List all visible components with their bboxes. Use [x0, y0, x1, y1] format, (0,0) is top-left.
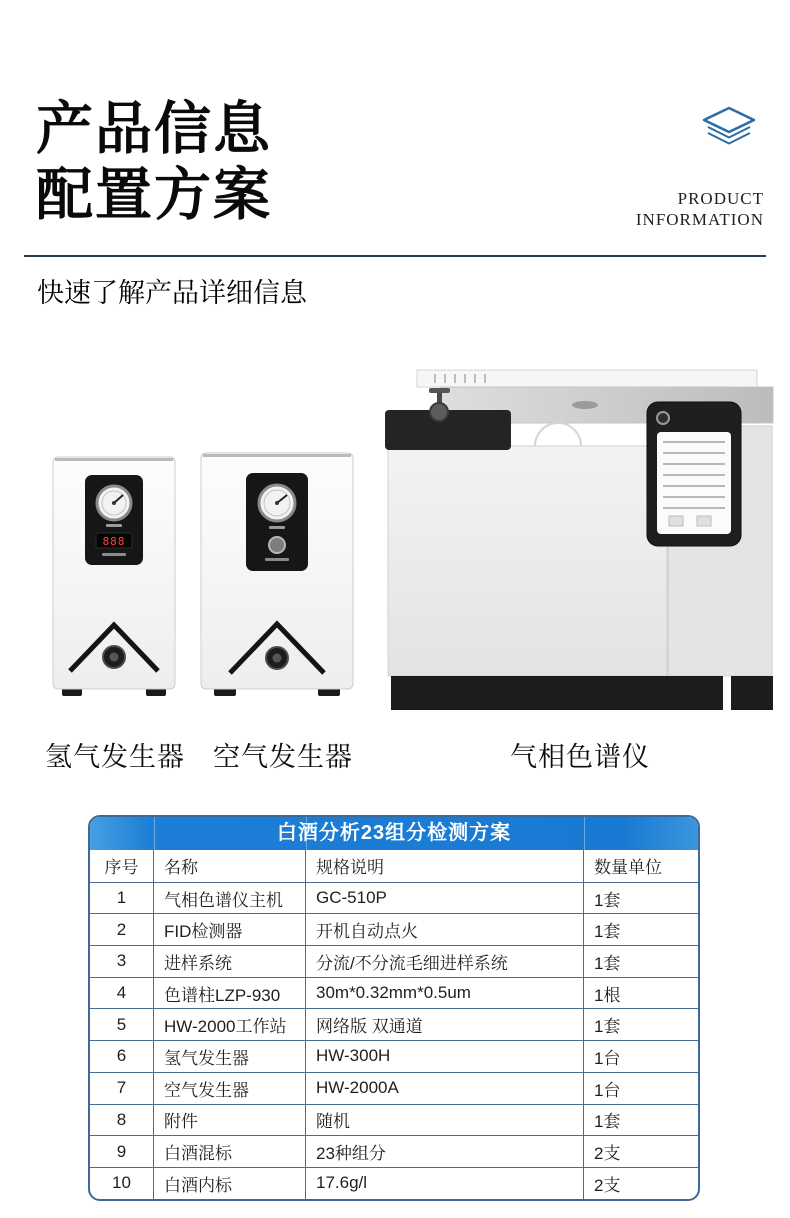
table-title-text: 白酒分析23组分检测方案: [276, 822, 512, 844]
cell-qty: 1套: [584, 913, 698, 945]
cell-spec: 17.6g/l: [306, 1167, 584, 1199]
cell-qty: 1台: [584, 1072, 698, 1104]
cell-no: 10: [90, 1167, 154, 1199]
cell-spec: HW-300H: [306, 1040, 584, 1072]
cell-no: 3: [90, 945, 154, 977]
product-information-label: [636, 188, 764, 230]
cell-spec: 随机: [306, 1104, 584, 1136]
cell-name: 白酒内标: [154, 1167, 306, 1199]
col-header-name: 名称: [154, 850, 306, 882]
cell-qty: 1根: [584, 977, 698, 1009]
col-header-spec: 规格说明: [306, 850, 584, 882]
adjust-knob: [269, 537, 285, 553]
gc-screen: [657, 432, 731, 534]
cell-no: 6: [90, 1040, 154, 1072]
cell-qty: 1套: [584, 1104, 698, 1136]
cell-no: 8: [90, 1104, 154, 1136]
table-row: [90, 1104, 698, 1136]
cell-name: 空气发生器: [154, 1072, 306, 1104]
cell-no: 1: [90, 882, 154, 914]
cell-name: 气相色谱仪主机: [154, 882, 306, 914]
gas-chromatograph-image: [385, 368, 775, 714]
table-row: [90, 1008, 698, 1040]
cell-spec: 30m*0.32mm*0.5um: [306, 977, 584, 1009]
cell-name: 附件: [154, 1104, 306, 1136]
cell-no: 2: [90, 913, 154, 945]
power-button: [657, 412, 669, 424]
cell-qty: 1套: [584, 882, 698, 914]
table-row: [90, 1167, 698, 1199]
cell-spec: 开机自动点火: [306, 913, 584, 945]
cell-qty: 2支: [584, 1167, 698, 1199]
cell-no: 5: [90, 1008, 154, 1040]
cell-name: 进样系统: [154, 945, 306, 977]
header-divider: [24, 255, 766, 257]
cell-qty: 2支: [584, 1135, 698, 1167]
table-row: [90, 913, 698, 945]
air-generator-image: [200, 449, 354, 699]
cell-qty: 1台: [584, 1040, 698, 1072]
cell-spec: 分流/不分流毛细进样系统: [306, 945, 584, 977]
spec-table: [88, 815, 700, 1201]
title-bar-separator: [154, 817, 155, 850]
table-row: [90, 1072, 698, 1104]
cell-spec: 网络版 双通道: [306, 1008, 584, 1040]
cell-spec: HW-2000A: [306, 1072, 584, 1104]
cell-name: FID检测器: [154, 913, 306, 945]
cell-spec: 23种组分: [306, 1135, 584, 1167]
product-label-line2: INFORMATION: [635, 210, 764, 229]
col-header-qty: 数量单位: [594, 858, 662, 878]
gc-control-panel: [647, 402, 741, 546]
machine-base: [391, 676, 723, 710]
cell-no: 7: [90, 1072, 154, 1104]
cell-qty: 1套: [584, 1008, 698, 1040]
table-row: [90, 1135, 698, 1167]
cell-name: 白酒混标: [154, 1135, 306, 1167]
product-label-line1: PRODUCT: [677, 189, 764, 208]
tagline: 快速了解产品详细信息: [37, 278, 307, 308]
table-header-row: [90, 850, 698, 882]
digital-display: 888: [102, 535, 126, 548]
hydrogen-generator-image: [52, 453, 176, 699]
cell-spec: GC-510P: [306, 882, 584, 914]
cell-no: 9: [90, 1135, 154, 1167]
table-row: [90, 882, 698, 914]
page-title: [36, 96, 272, 228]
col-header-no: 序号: [90, 850, 154, 882]
hydrogen-generator-label: 氢气发生器: [45, 742, 185, 772]
page-title-line2: 配置方案: [36, 163, 272, 227]
title-bar-separator: [584, 817, 585, 850]
table-row: [90, 1040, 698, 1072]
cell-name: 氢气发生器: [154, 1040, 306, 1072]
spec-table-grid: [90, 850, 698, 1199]
air-generator-label: 空气发生器: [213, 742, 353, 772]
title-bar-separator: [306, 817, 307, 850]
cell-no: 4: [90, 977, 154, 1009]
cell-name: HW-2000工作站: [154, 1008, 306, 1040]
table-title: [90, 817, 698, 850]
cell-name: 色谱柱LZP-930: [154, 977, 306, 1009]
table-row: [90, 945, 698, 977]
page-title-line1: 产品信息: [36, 97, 272, 161]
table-row: [90, 977, 698, 1009]
layers-icon: [698, 106, 760, 154]
cell-qty: 1套: [584, 945, 698, 977]
gas-chromatograph-label: 气相色谱仪: [510, 742, 650, 772]
machine-base: [731, 676, 773, 710]
